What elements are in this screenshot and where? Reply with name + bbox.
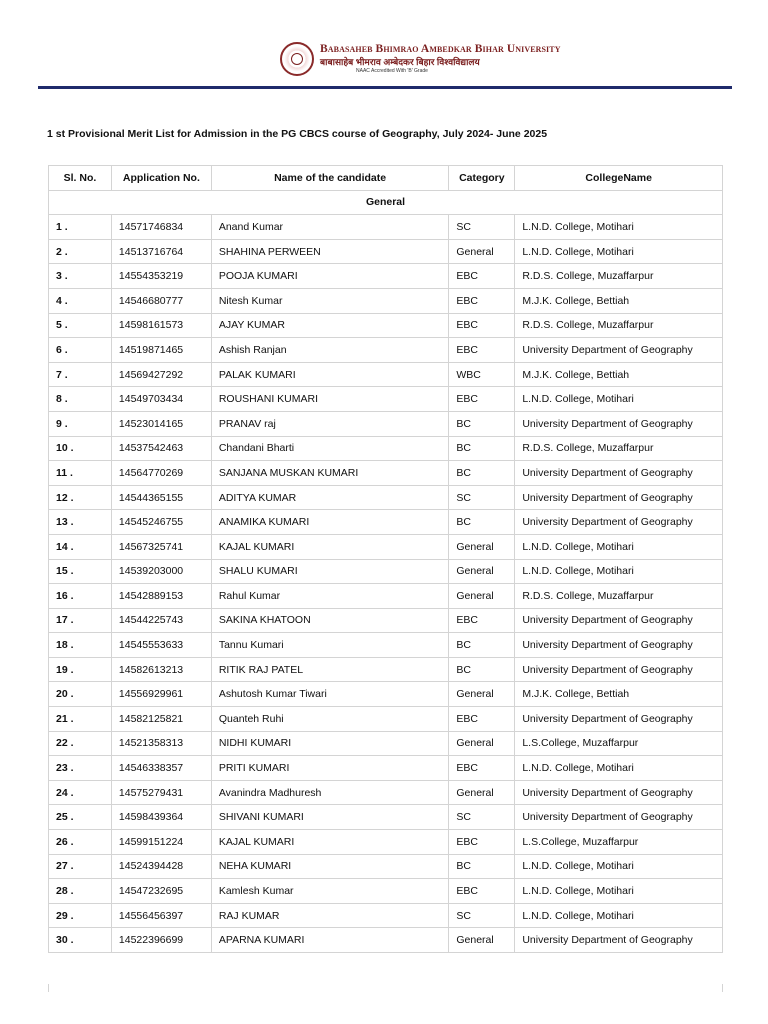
table-row — [49, 313, 723, 338]
table-row — [49, 264, 723, 289]
table-header-row — [49, 166, 723, 191]
category-cell: WBC — [449, 362, 515, 387]
college-name-cell: L.N.D. College, Motihari — [515, 239, 723, 264]
college-name-cell: University Department of Geography — [515, 461, 723, 486]
sl-no-cell: 3 . — [49, 264, 112, 289]
table-row — [49, 780, 723, 805]
candidate-name-cell: PALAK KUMARI — [211, 362, 449, 387]
category-cell: General — [449, 239, 515, 264]
section-label-general: General — [49, 190, 723, 215]
application-no-cell: 14524394428 — [111, 854, 211, 879]
table-row — [49, 830, 723, 855]
college-name-cell: L.N.D. College, Motihari — [515, 559, 723, 584]
application-no-cell: 14567325741 — [111, 534, 211, 559]
sl-no-cell: 23 . — [49, 756, 112, 781]
table-row — [49, 707, 723, 732]
category-cell: EBC — [449, 879, 515, 904]
candidate-name-cell: Chandani Bharti — [211, 436, 449, 461]
section-row — [49, 190, 723, 215]
category-cell: General — [449, 534, 515, 559]
sl-no-cell: 9 . — [49, 411, 112, 436]
sl-no-cell: 21 . — [49, 707, 112, 732]
column-header-sl-no: Sl. No. — [49, 166, 112, 191]
naac-accreditation: NAAC Accredited With 'B' Grade — [356, 67, 428, 74]
sl-no-cell: 8 . — [49, 387, 112, 412]
candidate-name-cell: Tannu Kumari — [211, 633, 449, 658]
candidate-name-cell: ADITYA KUMAR — [211, 485, 449, 510]
application-no-cell: 14537542463 — [111, 436, 211, 461]
application-no-cell: 14544365155 — [111, 485, 211, 510]
college-name-cell: L.N.D. College, Motihari — [515, 854, 723, 879]
candidate-name-cell: Rahul Kumar — [211, 584, 449, 609]
category-cell: BC — [449, 461, 515, 486]
candidate-name-cell: SHIVANI KUMARI — [211, 805, 449, 830]
header-divider — [38, 86, 732, 89]
college-name-cell: L.N.D. College, Motihari — [515, 215, 723, 240]
candidate-name-cell: Ashish Ranjan — [211, 338, 449, 363]
college-name-cell: University Department of Geography — [515, 338, 723, 363]
college-name-cell: University Department of Geography — [515, 805, 723, 830]
candidate-name-cell: RITIK RAJ PATEL — [211, 657, 449, 682]
application-no-cell: 14582613213 — [111, 657, 211, 682]
application-no-cell: 14544225743 — [111, 608, 211, 633]
application-no-cell: 14545553633 — [111, 633, 211, 658]
candidate-name-cell: Anand Kumar — [211, 215, 449, 240]
college-name-cell: L.N.D. College, Motihari — [515, 879, 723, 904]
application-no-cell: 14598439364 — [111, 805, 211, 830]
college-name-cell: L.N.D. College, Motihari — [515, 903, 723, 928]
category-cell: General — [449, 928, 515, 953]
application-no-cell: 14564770269 — [111, 461, 211, 486]
candidate-name-cell: NIDHI KUMARI — [211, 731, 449, 756]
application-no-cell: 14582125821 — [111, 707, 211, 732]
university-name-hindi: बाबासाहेब भीमराव अम्बेदकर बिहार विश्वविद्यालय — [320, 56, 480, 67]
university-logo — [280, 42, 561, 76]
sl-no-cell: 7 . — [49, 362, 112, 387]
sl-no-cell: 18 . — [49, 633, 112, 658]
sl-no-cell: 19 . — [49, 657, 112, 682]
candidate-name-cell: Nitesh Kumar — [211, 288, 449, 313]
category-cell: SC — [449, 215, 515, 240]
category-cell: SC — [449, 485, 515, 510]
sl-no-cell: 4 . — [49, 288, 112, 313]
table-row — [49, 608, 723, 633]
university-wordmark — [320, 44, 561, 74]
category-cell: SC — [449, 903, 515, 928]
table-row — [49, 288, 723, 313]
application-no-cell: 14546680777 — [111, 288, 211, 313]
table-row — [49, 461, 723, 486]
college-name-cell: University Department of Geography — [515, 510, 723, 535]
candidate-name-cell: Avanindra Madhuresh — [211, 780, 449, 805]
candidate-name-cell: RAJ KUMAR — [211, 903, 449, 928]
sl-no-cell: 26 . — [49, 830, 112, 855]
college-name-cell: University Department of Geography — [515, 608, 723, 633]
sl-no-cell: 28 . — [49, 879, 112, 904]
application-no-cell: 14556456397 — [111, 903, 211, 928]
sl-no-cell: 16 . — [49, 584, 112, 609]
application-no-cell: 14554353219 — [111, 264, 211, 289]
category-cell: EBC — [449, 264, 515, 289]
table-row — [49, 534, 723, 559]
table-row — [49, 657, 723, 682]
table-row — [49, 928, 723, 953]
candidate-name-cell: KAJAL KUMARI — [211, 830, 449, 855]
university-seal-icon — [280, 42, 314, 76]
sl-no-cell: 27 . — [49, 854, 112, 879]
sl-no-cell: 10 . — [49, 436, 112, 461]
table-row — [49, 338, 723, 363]
college-name-cell: R.D.S. College, Muzaffarpur — [515, 584, 723, 609]
table-row — [49, 411, 723, 436]
sl-no-cell: 30 . — [49, 928, 112, 953]
application-no-cell: 14547232695 — [111, 879, 211, 904]
sl-no-cell: 24 . — [49, 780, 112, 805]
candidate-name-cell: Kamlesh Kumar — [211, 879, 449, 904]
application-no-cell: 14521358313 — [111, 731, 211, 756]
column-header-application-no: Application No. — [111, 166, 211, 191]
application-no-cell: 14522396699 — [111, 928, 211, 953]
table-row — [49, 436, 723, 461]
sl-no-cell: 6 . — [49, 338, 112, 363]
candidate-name-cell: KAJAL KUMARI — [211, 534, 449, 559]
column-header-college-name: CollegeName — [515, 166, 723, 191]
table-row — [49, 584, 723, 609]
application-no-cell: 14546338357 — [111, 756, 211, 781]
table-row — [49, 903, 723, 928]
table-row — [49, 387, 723, 412]
sl-no-cell: 5 . — [49, 313, 112, 338]
category-cell: BC — [449, 657, 515, 682]
category-cell: EBC — [449, 338, 515, 363]
candidate-name-cell: AJAY KUMAR — [211, 313, 449, 338]
category-cell: BC — [449, 510, 515, 535]
table-row — [49, 731, 723, 756]
sl-no-cell: 14 . — [49, 534, 112, 559]
candidate-name-cell: POOJA KUMARI — [211, 264, 449, 289]
candidate-name-cell: PRANAV raj — [211, 411, 449, 436]
college-name-cell: University Department of Geography — [515, 485, 723, 510]
college-name-cell: L.N.D. College, Motihari — [515, 387, 723, 412]
college-name-cell: R.D.S. College, Muzaffarpur — [515, 264, 723, 289]
sl-no-cell: 1 . — [49, 215, 112, 240]
candidate-name-cell: SANJANA MUSKAN KUMARI — [211, 461, 449, 486]
application-no-cell: 14513716764 — [111, 239, 211, 264]
application-no-cell: 14549703434 — [111, 387, 211, 412]
college-name-cell: University Department of Geography — [515, 657, 723, 682]
category-cell: EBC — [449, 830, 515, 855]
college-name-cell: University Department of Geography — [515, 928, 723, 953]
sl-no-cell: 29 . — [49, 903, 112, 928]
application-no-cell: 14523014165 — [111, 411, 211, 436]
category-cell: SC — [449, 805, 515, 830]
college-name-cell: L.S.College, Muzaffarpur — [515, 731, 723, 756]
table-row — [49, 510, 723, 535]
table-continuation — [48, 984, 723, 992]
application-no-cell: 14556929961 — [111, 682, 211, 707]
table-row — [49, 215, 723, 240]
table-row — [49, 559, 723, 584]
college-name-cell: University Department of Geography — [515, 411, 723, 436]
application-no-cell: 14598161573 — [111, 313, 211, 338]
sl-no-cell: 22 . — [49, 731, 112, 756]
college-name-cell: M.J.K. College, Bettiah — [515, 362, 723, 387]
sl-no-cell: 25 . — [49, 805, 112, 830]
category-cell: BC — [449, 436, 515, 461]
category-cell: EBC — [449, 756, 515, 781]
application-no-cell: 14545246755 — [111, 510, 211, 535]
category-cell: General — [449, 780, 515, 805]
table-row — [49, 854, 723, 879]
sl-no-cell: 20 . — [49, 682, 112, 707]
sl-no-cell: 15 . — [49, 559, 112, 584]
table-row — [49, 362, 723, 387]
college-name-cell: University Department of Geography — [515, 633, 723, 658]
college-name-cell: L.S.College, Muzaffarpur — [515, 830, 723, 855]
category-cell: General — [449, 559, 515, 584]
document-header — [0, 38, 768, 86]
application-no-cell: 14569427292 — [111, 362, 211, 387]
application-no-cell: 14519871465 — [111, 338, 211, 363]
sl-no-cell: 17 . — [49, 608, 112, 633]
application-no-cell: 14575279431 — [111, 780, 211, 805]
college-name-cell: University Department of Geography — [515, 780, 723, 805]
candidate-name-cell: Quanteh Ruhi — [211, 707, 449, 732]
category-cell: EBC — [449, 313, 515, 338]
application-no-cell: 14599151224 — [111, 830, 211, 855]
candidate-name-cell: PRITI KUMARI — [211, 756, 449, 781]
sl-no-cell: 2 . — [49, 239, 112, 264]
document-title: 1 st Provisional Merit List for Admission in the PG CBCS course of Geography, July 2024- June 2025 — [47, 128, 548, 140]
sl-no-cell: 11 . — [49, 461, 112, 486]
category-cell: EBC — [449, 707, 515, 732]
application-no-cell: 14571746834 — [111, 215, 211, 240]
sl-no-cell: 13 . — [49, 510, 112, 535]
candidate-name-cell: SHAHINA PERWEEN — [211, 239, 449, 264]
sl-no-cell: 12 . — [49, 485, 112, 510]
candidate-name-cell: APARNA KUMARI — [211, 928, 449, 953]
category-cell: BC — [449, 854, 515, 879]
category-cell: EBC — [449, 387, 515, 412]
table-row — [49, 756, 723, 781]
application-no-cell: 14542889153 — [111, 584, 211, 609]
table-row — [49, 485, 723, 510]
candidate-name-cell: SAKINA KHATOON — [211, 608, 449, 633]
category-cell: BC — [449, 633, 515, 658]
table-row — [49, 682, 723, 707]
column-header-candidate-name: Name of the candidate — [211, 166, 449, 191]
college-name-cell: L.N.D. College, Motihari — [515, 756, 723, 781]
college-name-cell: M.J.K. College, Bettiah — [515, 682, 723, 707]
category-cell: EBC — [449, 608, 515, 633]
college-name-cell: L.N.D. College, Motihari — [515, 534, 723, 559]
category-cell: General — [449, 584, 515, 609]
table-row — [49, 239, 723, 264]
candidate-name-cell: ROUSHANI KUMARI — [211, 387, 449, 412]
university-name-english: Babasaheb Bhimrao Ambedkar Bihar University — [320, 43, 561, 56]
college-name-cell: R.D.S. College, Muzaffarpur — [515, 313, 723, 338]
candidate-name-cell: SHALU KUMARI — [211, 559, 449, 584]
candidate-name-cell: ANAMIKA KUMARI — [211, 510, 449, 535]
column-header-category: Category — [449, 166, 515, 191]
table-row — [49, 879, 723, 904]
category-cell: EBC — [449, 288, 515, 313]
table-row — [49, 805, 723, 830]
candidate-name-cell: NEHA KUMARI — [211, 854, 449, 879]
merit-list-table — [48, 165, 723, 953]
candidate-name-cell: Ashutosh Kumar Tiwari — [211, 682, 449, 707]
category-cell: BC — [449, 411, 515, 436]
category-cell: General — [449, 731, 515, 756]
college-name-cell: University Department of Geography — [515, 707, 723, 732]
application-no-cell: 14539203000 — [111, 559, 211, 584]
college-name-cell: R.D.S. College, Muzaffarpur — [515, 436, 723, 461]
table-row — [49, 633, 723, 658]
category-cell: General — [449, 682, 515, 707]
college-name-cell: M.J.K. College, Bettiah — [515, 288, 723, 313]
